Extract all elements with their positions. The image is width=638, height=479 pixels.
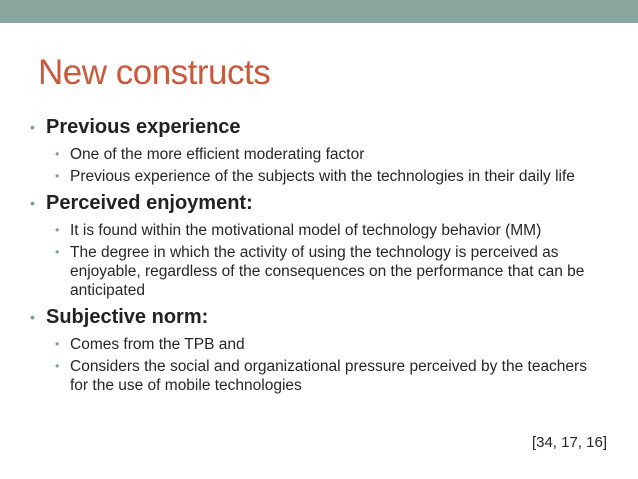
bullet-marker: • bbox=[30, 119, 35, 135]
sub-bullet bbox=[55, 167, 606, 186]
heading-text: Subjective norm: bbox=[46, 306, 209, 328]
sub-bullet-marker: • bbox=[55, 337, 60, 351]
bullet-group-subjective-norm bbox=[26, 304, 606, 395]
citation: [34, 17, 16] bbox=[531, 434, 607, 451]
heading-text: Previous experience bbox=[46, 116, 241, 138]
sub-bullet-text: Comes from the TPB and bbox=[70, 336, 245, 353]
sub-bullet bbox=[55, 357, 606, 395]
sub-bullet-marker: • bbox=[55, 169, 60, 183]
bullet-heading bbox=[26, 190, 606, 217]
sub-bullet bbox=[55, 221, 606, 240]
bullet-marker: • bbox=[30, 309, 35, 325]
sub-bullet bbox=[55, 243, 606, 300]
bullet-group-previous-experience bbox=[26, 114, 606, 186]
bullet-heading bbox=[26, 304, 606, 331]
sub-bullet-marker: • bbox=[55, 223, 60, 237]
sub-bullet-marker: • bbox=[55, 245, 60, 259]
sub-bullet-text: Previous experience of the subjects with the technologies in their daily life bbox=[70, 168, 575, 185]
sub-bullet-marker: • bbox=[55, 359, 60, 373]
heading-text: Perceived enjoyment: bbox=[46, 192, 253, 214]
top-accent-bar bbox=[0, 0, 638, 23]
sub-bullet bbox=[55, 145, 606, 164]
bullet-heading bbox=[26, 114, 606, 141]
sub-bullet bbox=[55, 335, 606, 354]
sub-bullet-text: It is found within the motivational model of technology behavior (MM) bbox=[70, 222, 542, 239]
sub-bullet-text: Considers the social and organizational pressure perceived by the teachers for the use of mobile technologies bbox=[70, 358, 587, 394]
sub-bullet-marker: • bbox=[55, 147, 60, 161]
slide-title: New constructs bbox=[38, 53, 271, 92]
sub-bullet-text: One of the more efficient moderating factor bbox=[70, 146, 365, 163]
bullet-marker: • bbox=[30, 195, 35, 211]
bullet-list bbox=[26, 114, 606, 397]
bullet-group-perceived-enjoyment bbox=[26, 190, 606, 300]
sub-bullet-text: The degree in which the activity of using the technology is perceived as enjoyable, regardless of the consequences on the performance that can be anticipated bbox=[70, 244, 585, 299]
